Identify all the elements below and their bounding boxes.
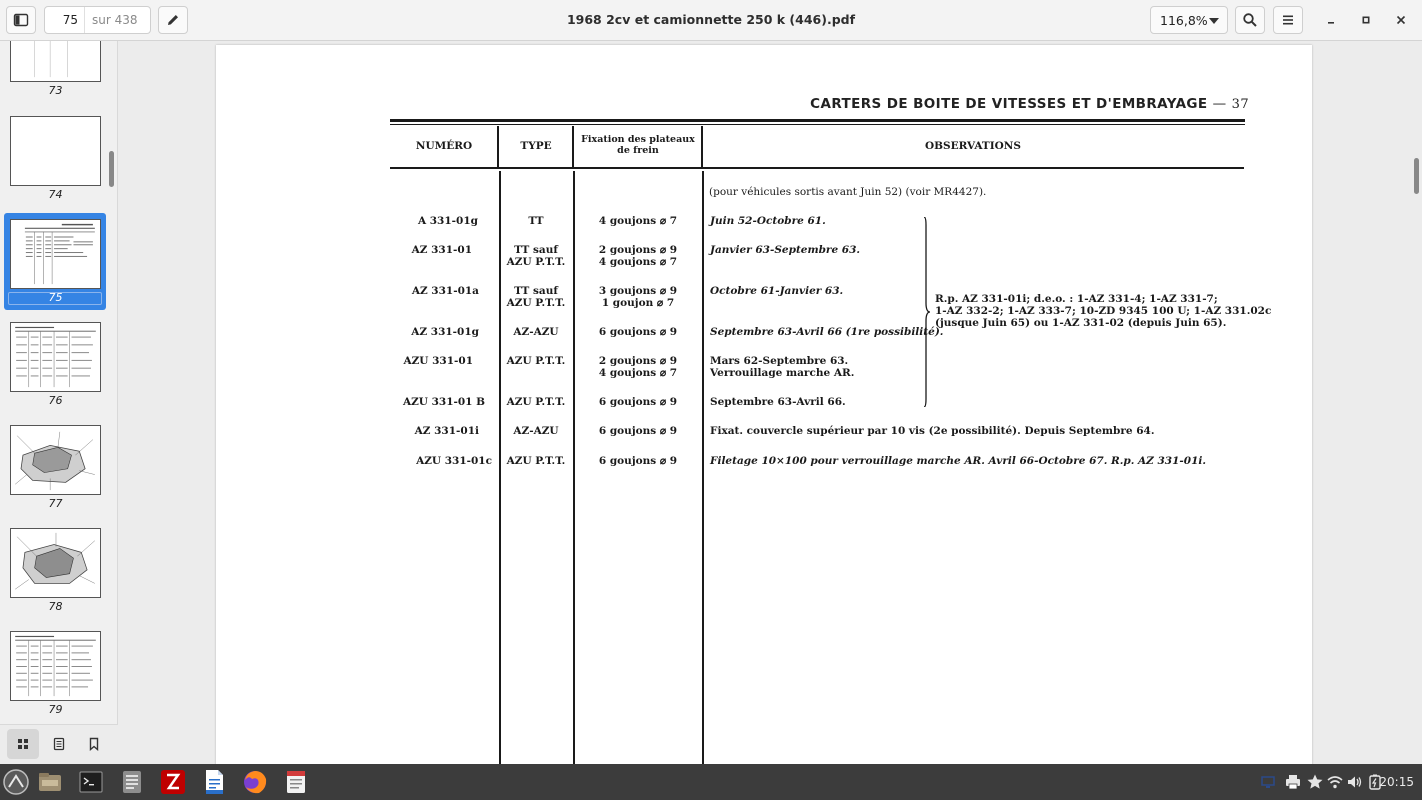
cell-type: TT: [528, 215, 544, 227]
document-viewer-icon: [282, 768, 310, 796]
filezilla-icon: [159, 768, 187, 796]
document-scrollbar[interactable]: [1414, 158, 1419, 194]
thumbnail-page-73[interactable]: [10, 41, 101, 82]
column-divider: [572, 126, 574, 167]
thumbnail-page-75[interactable]: [10, 219, 101, 289]
bracket-note-line: (jusque Juin 65) ou 1-AZ 331-02 (depuis Juin 65).: [935, 317, 1227, 329]
cell-fixation: 6 goujons ⌀ 9: [598, 396, 678, 408]
column-header-type: TYPE: [520, 140, 552, 152]
current-page-input[interactable]: 75: [45, 7, 85, 33]
maximize-icon: [1360, 14, 1372, 26]
network-icon: [1259, 773, 1277, 791]
page-number-entry[interactable]: [44, 6, 151, 34]
star-icon: [1306, 773, 1324, 791]
cell-observations: Fixat. couvercle supérieur par 10 vis (2e possibilité). Depuis Septembre 64.: [710, 425, 1155, 437]
cell-type: TT sauf: [514, 244, 558, 256]
thumbnails-icon: [16, 737, 30, 751]
heading-rule: [390, 124, 1245, 125]
wifi-tray[interactable]: [1326, 773, 1344, 791]
main-menu-button[interactable]: [1273, 6, 1303, 34]
sidebar-tabs: [0, 724, 118, 764]
thumbnail-label: 73: [48, 84, 63, 97]
cell-numero: AZ 331-01g: [411, 326, 479, 338]
tab-bookmarks[interactable]: [78, 729, 110, 759]
cell-observations: Septembre 63-Avril 66.: [710, 396, 846, 408]
grouping-bracket: [922, 217, 932, 407]
clock[interactable]: 20:15: [1379, 775, 1414, 789]
cell-numero: AZU 331-01c: [416, 455, 492, 467]
cell-observations: Janvier 63-Septembre 63.: [710, 244, 861, 256]
document-viewer-button[interactable]: [281, 767, 311, 797]
network-tray[interactable]: [1259, 773, 1277, 791]
maximize-button[interactable]: [1351, 6, 1381, 34]
search-icon: [1242, 12, 1258, 28]
cell-fixation: 4 goujons ⌀ 7: [598, 256, 678, 268]
wifi-icon: [1326, 773, 1344, 791]
thumbnail-label: 79: [48, 703, 63, 716]
sidebar-scrollbar[interactable]: [109, 151, 114, 187]
document-title: 1968 2cv et camionnette 250 k (446).pdf: [566, 12, 856, 27]
cell-type: AZU P.T.T.: [506, 455, 566, 467]
thumbnail-page-79[interactable]: [10, 631, 101, 701]
file-manager-button[interactable]: [35, 767, 65, 797]
firefox-icon: [241, 768, 269, 796]
thumbnail-page-77[interactable]: [10, 425, 101, 495]
close-icon: [1395, 14, 1407, 26]
thumbnail-list[interactable]: [0, 41, 108, 722]
page-count-label: sur 438: [92, 13, 138, 27]
intro-note: (pour véhicules sortis avant Juin 52) (voir MR4427).: [709, 186, 987, 198]
cell-fixation: 6 goujons ⌀ 9: [598, 455, 678, 467]
header-rule: [390, 167, 1244, 169]
thumbnail-label: 76: [48, 394, 63, 407]
cell-observations: Octobre 61-Janvier 63.: [710, 285, 844, 297]
cell-numero: AZU 331-01: [403, 355, 473, 367]
thumbnail-sidebar: [0, 41, 118, 764]
thumbnail-page-76[interactable]: [10, 322, 101, 392]
search-button[interactable]: [1235, 6, 1265, 34]
favorites-tray[interactable]: [1306, 773, 1324, 791]
pencil-icon: [165, 12, 181, 28]
annotate-button[interactable]: [158, 6, 188, 34]
cell-type: AZU P.T.T.: [506, 256, 566, 268]
cell-numero: AZ 331-01: [411, 244, 472, 256]
cell-type: AZU P.T.T.: [506, 396, 566, 408]
outline-icon: [52, 737, 66, 751]
pdf-page: [216, 45, 1312, 764]
system-menu-icon: [2, 768, 30, 796]
terminal-icon: [77, 768, 105, 796]
cell-type: AZU P.T.T.: [506, 355, 566, 367]
page-heading: [810, 96, 1249, 112]
cell-fixation: 6 goujons ⌀ 9: [598, 425, 678, 437]
cell-numero: AZU 331-01 B: [402, 396, 485, 408]
page-heading-text: CARTERS DE BOITE DE VITESSES ET D'EMBRAYAGE: [810, 96, 1208, 112]
hamburger-menu-icon: [1280, 12, 1296, 28]
bookmark-icon: [87, 737, 101, 751]
printer-tray[interactable]: [1284, 773, 1302, 791]
cell-numero: AZ 331-01a: [411, 285, 479, 297]
thumbnail-label: 77: [48, 497, 63, 510]
cell-fixation: 4 goujons ⌀ 7: [598, 367, 678, 379]
thumbnail-label: 78: [48, 600, 63, 613]
column-divider: [701, 126, 703, 167]
file-manager-icon: [36, 768, 64, 796]
cell-numero: A 331-01g: [417, 215, 478, 227]
sidebar-toggle-button[interactable]: [6, 6, 36, 34]
printer-icon: [1284, 773, 1302, 791]
heading-dash: —: [1212, 96, 1227, 112]
column-header-numero: NUMÉRO: [415, 140, 473, 152]
zoom-level: 116,8%: [1160, 12, 1208, 28]
cell-fixation: 2 goujons ⌀ 9: [598, 355, 678, 367]
terminal-button[interactable]: [76, 767, 106, 797]
minimize-button[interactable]: [1316, 6, 1346, 34]
document-view[interactable]: [118, 41, 1422, 764]
printed-page-number: 37: [1231, 97, 1249, 112]
bracket-note-line: 1-AZ 332-2; 1-AZ 333-7; 10-ZD 9345 100 U; 1-AZ 331.02c: [935, 305, 1272, 317]
minimize-icon: [1325, 14, 1337, 26]
sidebar-toggle-icon: [13, 12, 29, 28]
document-writer-icon: [200, 768, 228, 796]
bracket-note-line: R.p. AZ 331-01i; d.e.o. : 1-AZ 331-4; 1-AZ 331-7;: [935, 293, 1218, 305]
cell-fixation: 1 goujon ⌀ 7: [601, 297, 675, 309]
cell-type: AZ-AZU: [513, 326, 559, 338]
cell-observations: Filetage 10×100 pour verrouillage marche AR. Avril 66-Octobre 67. R.p. AZ 331-01i.: [710, 455, 1207, 467]
tab-outline[interactable]: [43, 729, 75, 759]
taskbar: [0, 764, 1422, 800]
column-header-fixation: [574, 134, 702, 156]
cell-type: AZ-AZU: [513, 425, 559, 437]
chevron-down-icon: [1209, 18, 1219, 24]
column-header-fixation-line2: de frein: [617, 145, 659, 156]
cell-fixation: 3 goujons ⌀ 9: [598, 285, 678, 297]
column-divider: [702, 171, 704, 764]
page-preview: [11, 426, 100, 494]
heading-rule: [390, 119, 1245, 122]
cell-fixation: 6 goujons ⌀ 9: [598, 326, 678, 338]
volume-tray[interactable]: [1346, 773, 1364, 791]
page-preview: [11, 41, 100, 81]
column-header-fixation-line1: Fixation des plateaux: [581, 134, 695, 145]
page-preview: [11, 529, 100, 597]
cell-observations: Juin 52-Octobre 61.: [710, 215, 826, 227]
cell-numero: AZ 331-01i: [414, 425, 479, 437]
cell-observations: Mars 62-Septembre 63.: [710, 355, 849, 367]
filezilla-button[interactable]: [158, 767, 188, 797]
page-preview: [11, 632, 100, 700]
thumbnail-page-78[interactable]: [10, 528, 101, 598]
thumbnail-label: 74: [48, 188, 63, 201]
close-button[interactable]: [1386, 6, 1416, 34]
cell-type: AZU P.T.T.: [506, 297, 566, 309]
zoom-selector[interactable]: [1150, 6, 1228, 34]
cell-observations: Septembre 63-Avril 66 (1re possibilité).: [710, 326, 944, 338]
cell-fixation: 4 goujons ⌀ 7: [598, 215, 678, 227]
firefox-button[interactable]: [240, 767, 270, 797]
text-editor-icon: [118, 768, 146, 796]
thumbnail-page-74[interactable]: [10, 116, 101, 186]
cell-observations: Verrouillage marche AR.: [710, 367, 855, 379]
cell-type: TT sauf: [514, 285, 558, 297]
page-preview: [11, 323, 100, 391]
document-writer-button[interactable]: [199, 767, 229, 797]
column-header-observations: OBSERVATIONS: [925, 140, 1021, 152]
volume-icon: [1346, 773, 1364, 791]
tab-thumbnails[interactable]: [7, 729, 39, 759]
column-divider: [497, 126, 499, 167]
header-bar: [0, 0, 1422, 41]
text-editor-button[interactable]: [117, 767, 147, 797]
cell-fixation: 2 goujons ⌀ 9: [598, 244, 678, 256]
page-preview: [11, 220, 100, 288]
system-menu-button[interactable]: [1, 767, 31, 797]
thumbnail-label: 75: [48, 291, 63, 304]
